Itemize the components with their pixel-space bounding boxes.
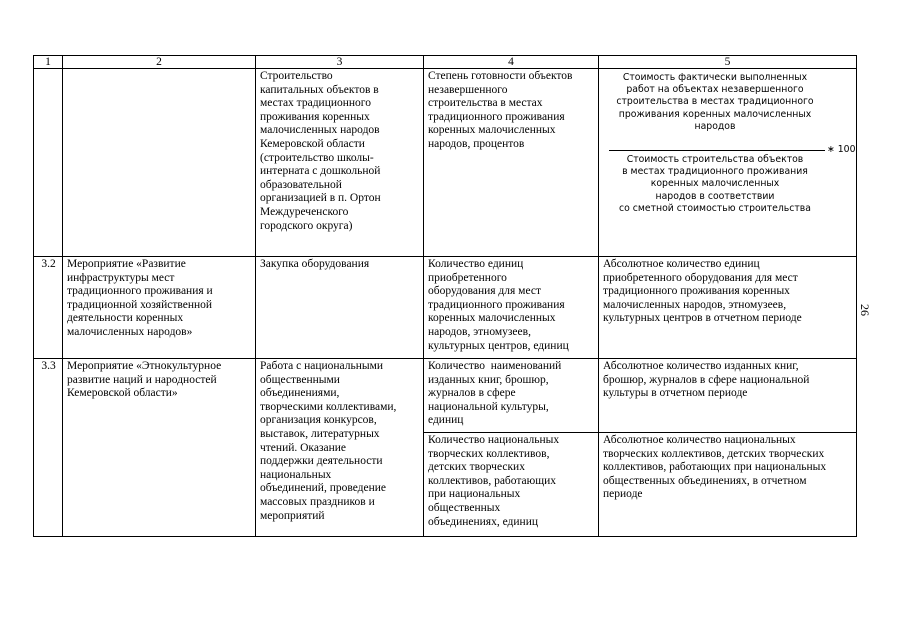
- page-number: 26: [858, 304, 872, 316]
- column-number: 3: [256, 56, 424, 69]
- fraction-line: [609, 150, 825, 151]
- activity-cell: Закупка оборудования: [256, 257, 424, 359]
- indicator-cell: Количество единиц приобретенного оборудования для мест традиционного проживания коренных малочисленных народов, этномузеев, культурных центров, единиц: [424, 257, 599, 359]
- column-number: 2: [63, 56, 256, 69]
- formula-cell: Абсолютное количество национальных творческих коллективов, детских творческих коллективов, работающих при национальных общественных объединениях, в отчетном периоде: [599, 433, 857, 537]
- event-name-cell: Мероприятие «Этнокультурное развитие наций и народностей Кемеровской области»: [63, 359, 256, 537]
- table-row: [34, 359, 857, 433]
- table-row: [34, 257, 857, 359]
- formula-cell: Абсолютное количество изданных книг, брошюр, журналов в сфере национальной культуры в отчетном периоде: [599, 359, 857, 433]
- activity-cell: Работа с национальными общественными объединениями, творческими коллективами, организация конкурсов, выставок, литературных чтений. Оказание поддержки деятельности национальных объединений, проведение массовых праздников и мероприятий: [256, 359, 424, 537]
- formula-cell: [599, 69, 857, 257]
- formula-numerator: Стоимость фактически выполненных работ на объектах незавершенного строительства в местах традиционного проживания коренных малочисленных народов: [616, 72, 814, 132]
- row-number-cell: 3.2: [34, 257, 63, 359]
- indicator-cell: Количество национальных творческих коллективов, детских творческих коллективов, работающих при национальных общественных объединениях, единиц: [424, 433, 599, 537]
- event-name-cell: Мероприятие «Развитие инфраструктуры мест традиционного проживания и традиционной хозяйственной деятельности коренных малочисленных народов»: [63, 257, 256, 359]
- indicator-table: [33, 55, 857, 537]
- column-number-row: [34, 56, 857, 69]
- table-row: [34, 69, 857, 257]
- row-number-cell: 3.3: [34, 359, 63, 537]
- activity-cell: Строительство капитальных объектов в местах традиционного проживания коренных малочисленных народов Кемеровской области (строительство школы- интерната с дошкольной образовательной организацией в п. Ортон Междуреченского городского округа): [256, 69, 424, 257]
- formula-cell: Абсолютное количество единиц приобретенного оборудования для мест традиционного проживания коренных малочисленных народов, этномузеев, культурных центров в отчетном периоде: [599, 257, 857, 359]
- row-number-cell: [34, 69, 63, 257]
- column-number: 4: [424, 56, 599, 69]
- indicator-cell: Количество наименований изданных книг, брошюр, журналов в сфере национальной культуры, единиц: [424, 359, 599, 433]
- column-number: 5: [599, 56, 857, 69]
- event-name-cell: [63, 69, 256, 257]
- formula-denominator: Стоимость строительства объектов в местах традиционного проживания коренных малочисленных народов в соответствии со сметной стоимостью строительства: [619, 154, 811, 214]
- column-number: 1: [34, 56, 63, 69]
- indicator-cell: Степень готовности объектов незавершенного строительства в местах традиционного проживания коренных малочисленных народов, процентов: [424, 69, 599, 257]
- formula: [603, 70, 856, 216]
- formula-multiplier: ∗ 100: [827, 144, 856, 155]
